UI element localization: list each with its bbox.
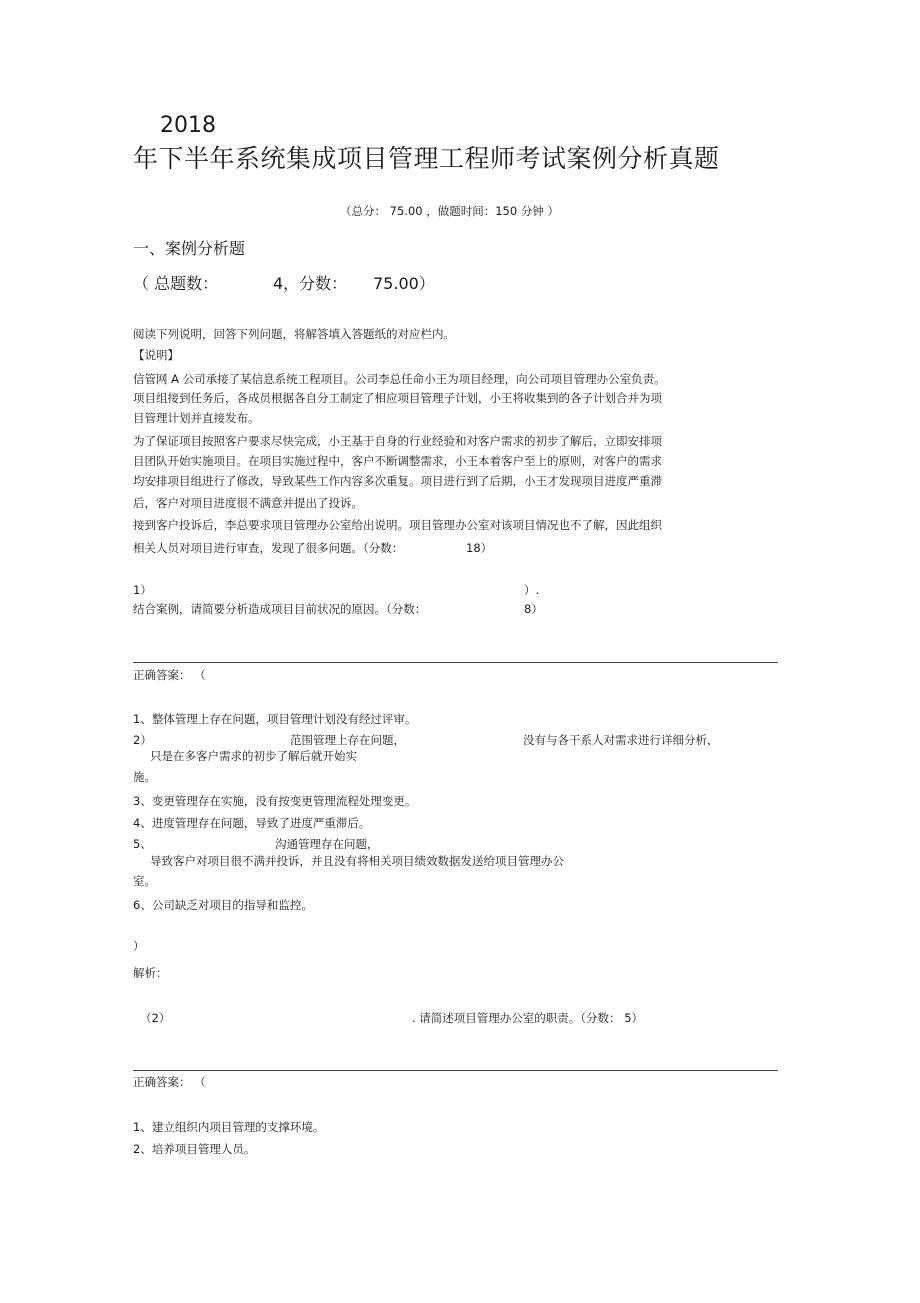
q1-answer-5-mid: 沟通管理存在问题， (275, 837, 379, 851)
q1-answer-5-cont: 导致客户对项目很不满并投诉，并且没有将相关项目绩效数据发送给项目管理办公 (150, 854, 564, 868)
divider (133, 662, 778, 663)
q2-answer-2: 2、培养项目管理人员。 (133, 1142, 256, 1156)
q1-answer-5-end: 室。 (133, 874, 156, 888)
title-year: 2018 (160, 113, 216, 138)
description-score: 18） (466, 541, 493, 555)
description-line: 目管理计划并直接发布。 (133, 411, 260, 425)
q2-text: . 请简述项目管理办公室的职责。（分数： 5） (412, 1011, 644, 1025)
q2-answer-1: 1、建立组织内项目管理的支撑环境。 (133, 1120, 325, 1134)
q1-answer-1: 1、整体管理上存在问题，项目管理计划没有经过评审。 (133, 712, 417, 726)
q1-text: 结合案例，请简要分析造成项目目前状况的原因。（分数： (133, 602, 427, 616)
q1-answer-2-mid: 范围管理上存在问题， (290, 733, 405, 747)
q1-answer-2-end: 施。 (133, 770, 156, 784)
summary-count: 4，分数： (273, 274, 348, 293)
q1-close: ）. (524, 583, 540, 597)
description-line: 信管网 A 公司承接了某信息系统工程项目。公司李总任命小王为项目经理，向公司项目管理办公室负责。 (133, 372, 666, 386)
q1-answer-3: 3、变更管理存在实施，没有按变更管理流程处理变更。 (133, 794, 417, 808)
description-label: 【说明】 (133, 348, 179, 362)
q1-answer-4: 4、进度管理存在问题，导致了进度严重滞后。 (133, 816, 371, 830)
q1-answer-2-number: 2） (133, 733, 152, 747)
q2-number: （2） (140, 1011, 171, 1025)
analysis-label: 解析： (133, 966, 168, 980)
summary-count-label: （ 总题数： (133, 274, 219, 293)
q1-score: 8） (524, 602, 543, 616)
summary-score: 75.00） (373, 274, 435, 293)
exam-meta: （总分： 75.00 ，做题时间：150 分钟 ） (340, 204, 559, 218)
q1-answer-2-right: 没有与各干系人对需求进行详细分析， (523, 733, 719, 747)
section-heading: 一、案例分析题 (133, 239, 246, 258)
q1-close-paren: ） (133, 939, 145, 953)
q1-answer-6: 6、公司缺乏对项目的指导和监控。 (133, 898, 313, 912)
page-title: 年下半年系统集成项目管理工程师考试案例分析真题 (133, 144, 720, 173)
description-line: 目团队开始实施项目。在项目实施过程中，客户不断调整需求，小王本着客户至上的原则，对客户的需求 (133, 454, 662, 468)
q1-answer-label: 正确答案： （ (133, 668, 206, 682)
q1-answer-5-number: 5、 (133, 837, 152, 851)
description-line: 后，客户对项目进度很不满意并提出了投诉。 (133, 496, 363, 510)
instruction-text: 阅读下列说明，回答下列问题，将解答填入答题纸的对应栏内。 (133, 327, 455, 341)
description-line: 均安排项目组进行了修改，导致某些工作内容多次重复。项目进行到了后期，小王才发现项目进度严重滞 (133, 474, 662, 488)
q1-number: 1） (133, 583, 152, 597)
q2-answer-label: 正确答案： （ (133, 1075, 206, 1089)
description-line: 接到客户投诉后，李总要求项目管理办公室给出说明。项目管理办公室对该项目情况也不了解，因此组织 (133, 518, 662, 532)
divider (133, 1070, 778, 1071)
description-line: 为了保证项目按照客户要求尽快完成，小王基于自身的行业经验和对客户需求的初步了解后，立即安排项 (133, 434, 662, 448)
q1-answer-2-cont: 只是在多客户需求的初步了解后就开始实 (150, 749, 357, 763)
description-line: 相关人员对项目进行审查，发现了很多问题。（分数： (133, 541, 404, 555)
description-line: 项目组接到任务后，各成员根据各自分工制定了相应项目管理子计划，小王将收集到的各子计划合并为项 (133, 391, 662, 405)
